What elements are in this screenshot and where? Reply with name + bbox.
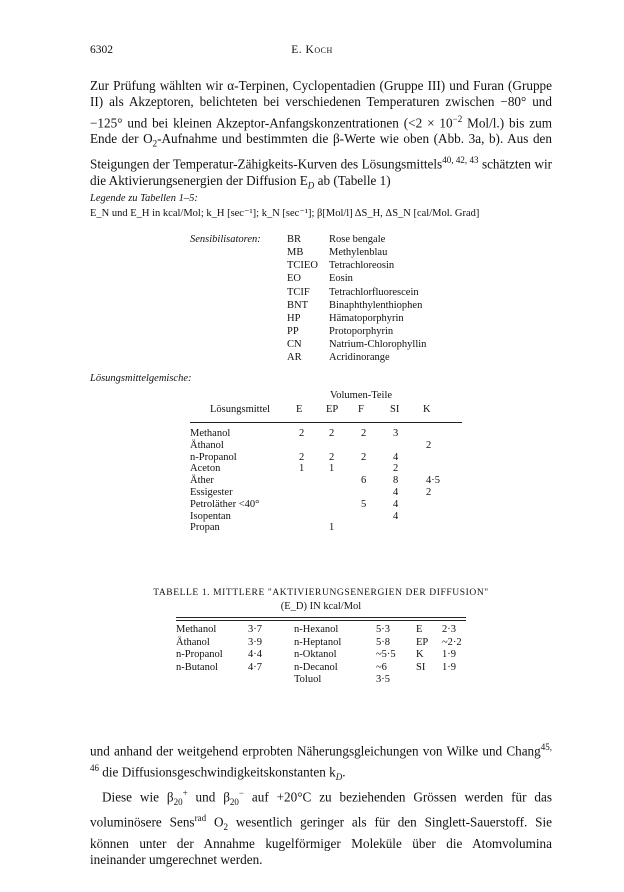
sensitizer-row — [287, 259, 426, 272]
solvent-volume-part: 4 — [393, 510, 399, 522]
table1-value: 5·3 — [376, 624, 390, 635]
solvent-volume-part: 5 — [361, 498, 367, 510]
table1-value: 3·7 — [248, 624, 262, 635]
solvent-volume-part: 4 — [393, 451, 399, 463]
solvent-volume-part: 4 — [393, 498, 399, 510]
solvent-row — [190, 499, 462, 511]
solvent-volume-part: 4·5 — [426, 475, 440, 487]
solvent-volume-part: 2 — [426, 486, 432, 498]
intro-references: 40, 42, 43 — [442, 155, 479, 166]
outro-text-3: . — [342, 764, 346, 780]
table1-solvent: n-Butanol — [176, 661, 218, 673]
sensitizer-code: BNT — [287, 299, 308, 311]
sensitizer-code: BR — [287, 234, 302, 245]
solvent-volume-part: 2 — [361, 428, 367, 439]
table1-value: 3·9 — [248, 636, 262, 648]
intro-text-1: Zur Prüfung wählten wir α-Terpinen, Cyclopentadien (Gruppe III) und Furan (Gruppe II) als Akzeptoren, belichteten bei verschiedenen Temperaturen zwischen −80° und −125° und bei kleinen Akzeptor-Anfangskonzentrationen (<2 × 10 — [90, 78, 552, 130]
solvent-volume-part: 6 — [361, 475, 367, 487]
sensitizer-row — [287, 351, 426, 364]
solvent-table-body — [190, 428, 462, 534]
outro-subscript-20b: 20 — [229, 797, 239, 808]
solvent-volume-part: 8 — [393, 475, 399, 487]
table1-caption: TABELLE 1. MITTLERE "AKTIVIERUNGSENERGIEN DER DIFFUSION" — [153, 588, 489, 598]
table1-rule-second — [176, 620, 466, 621]
sensitizer-code: CN — [287, 339, 302, 351]
table1-subcaption: (E_D) IN kcal/Mol — [280, 601, 362, 612]
table1-solvent: Toluol — [294, 674, 322, 685]
outro-text-5: und β — [187, 789, 230, 805]
intro-text-4: schätzten wir die Aktivierungsenergien der Diffusion E — [90, 156, 553, 188]
solvent-volume-part: 1 — [299, 463, 305, 475]
outro-text-4: Diese wie β — [102, 789, 174, 805]
page-number: 6302 — [90, 44, 113, 56]
table1-value: ~6 — [376, 661, 387, 673]
table1-value: 2·3 — [442, 624, 456, 635]
solvent-row — [190, 487, 462, 499]
intro-subscript-d: D — [307, 180, 315, 191]
sensitizer-row — [287, 272, 426, 285]
table1-solvent: K — [416, 649, 424, 660]
solvent-volume-part: 2 — [299, 428, 305, 439]
table1-value: 1·9 — [442, 649, 456, 660]
intro-paragraph — [90, 78, 552, 194]
solvent-volume-part: 1 — [329, 522, 335, 534]
solvent-name: Aceton — [190, 463, 221, 475]
outro-text-7: O — [206, 814, 224, 830]
solvent-row — [190, 440, 462, 452]
solvent-volume-part: 4 — [393, 486, 399, 498]
table1-value: 5·8 — [376, 636, 390, 648]
solvent-column-header: E — [296, 404, 303, 415]
closing-paragraphs — [90, 739, 552, 868]
solvent-name: Propan — [190, 522, 220, 534]
solvent-column-header: Lösungsmittel — [210, 404, 271, 415]
solvent-row — [190, 452, 462, 464]
solvent-name: Petroläther <40° — [190, 498, 260, 510]
table1-rule-top — [176, 617, 466, 618]
sensitizer-code: PP — [287, 326, 299, 338]
table1-value: ~2·2 — [442, 636, 462, 648]
intro-subscript-o2: 2 — [152, 138, 158, 149]
solvent-volume-part: 2 — [393, 463, 399, 475]
table1-row — [176, 637, 466, 650]
volume-parts-heading: Volumen-Teile — [330, 390, 393, 401]
table1-solvent: n-Heptanol — [294, 636, 342, 648]
table1-solvent: SI — [416, 661, 426, 673]
table1-value: 1·9 — [442, 661, 456, 673]
solvent-column-header: F — [358, 404, 364, 415]
outro-text-1: und anhand der weitgehend erprobten Näherungsgleichungen von Wilke und Chang — [90, 743, 541, 759]
sensitizer-code: MB — [287, 247, 304, 259]
page-header — [0, 44, 624, 60]
solvent-row — [190, 475, 462, 487]
solvent-row — [190, 511, 462, 523]
table1-row — [176, 662, 466, 675]
solvent-column-header: EP — [326, 404, 339, 415]
solvent-table-rule — [190, 422, 462, 423]
intro-text-3: -Aufnahme und bestimmten die β-Werte wie oben (Abb. 3a, b). Aus den Steigungen der Temperatur-Zähigkeits-Kurven des Lösungsmittels — [90, 131, 552, 172]
table1-solvent: Äthanol — [176, 636, 210, 648]
outro-superscript-minus: − — [238, 788, 244, 799]
outro-subscript-o2: 2 — [223, 822, 228, 833]
solvent-row — [190, 522, 462, 534]
running-head: E. Koch — [291, 44, 333, 56]
sensitizer-row — [287, 233, 426, 246]
solvent-mixtures-label: Lösungsmittelgemische: — [90, 373, 192, 384]
sensitizer-name: Tetrachlorfluorescein — [329, 286, 419, 298]
solvent-name: Methanol — [190, 428, 231, 439]
sensitizer-name: Rose bengale — [329, 234, 386, 245]
sensitizer-name: Protoporphyrin — [329, 326, 394, 338]
sensitizer-code: TCIEO — [287, 260, 318, 272]
solvent-volume-part: 3 — [393, 428, 399, 439]
intro-text-2: Mol/l.) bis zum Ende der O — [90, 114, 552, 147]
sensitizer-code: AR — [287, 352, 302, 364]
table1-body — [176, 624, 466, 687]
legend-units-line: E_N und E_H in kcal/Mol; k_H [sec⁻¹]; k_N [sec⁻¹]; β[Mol/l] ΔS_H, ΔS_N [cal/Mol. Grad] — [90, 208, 480, 219]
table1-value: 3·5 — [376, 674, 390, 685]
solvent-volume-part: 2 — [361, 451, 367, 463]
table1-value: ~5·5 — [376, 649, 396, 660]
sensitizer-name: Tetrachloreosin — [329, 260, 395, 272]
sensitizer-name: Eosin — [329, 273, 353, 285]
table1-row — [176, 649, 466, 662]
solvent-name: Isopentan — [190, 510, 231, 522]
sensitizer-row — [287, 312, 426, 325]
outro-subscript-20a: 20 — [173, 797, 183, 808]
sensitizer-name: Natrium-Chlorophyllin — [329, 339, 427, 351]
table1-value: 4·7 — [248, 661, 262, 673]
table1-solvent: n-Hexanol — [294, 624, 339, 635]
solvent-column-header: SI — [390, 404, 400, 415]
solvent-row — [190, 463, 462, 475]
intro-text-5: ab (Tabelle 1) — [314, 172, 391, 188]
solvent-column-header: K — [423, 404, 431, 415]
solvent-volume-part: 2 — [329, 451, 335, 463]
table1-row — [176, 624, 466, 637]
table1-value: 4·4 — [248, 649, 262, 660]
sensitizer-row — [287, 325, 426, 338]
solvent-name: n-Propanol — [190, 451, 237, 463]
sensitizers-label: Sensibilisatoren: — [190, 234, 261, 245]
table1-row — [176, 674, 466, 687]
table1-solvent: Methanol — [176, 624, 217, 635]
intro-exponent: −2 — [452, 113, 463, 124]
legend-heading: Legende zu Tabellen 1–5: — [90, 193, 198, 204]
solvent-volume-part: 2 — [426, 439, 432, 451]
solvent-volume-part: 1 — [329, 463, 335, 475]
outro-text-2: die Diffusionsgeschwindigkeitskonstanten k — [99, 764, 336, 780]
table1-solvent: EP — [416, 636, 429, 648]
sensitizer-name: Acridinorange — [329, 352, 390, 364]
table1-solvent: n-Decanol — [294, 661, 338, 673]
outro-text-8: wesentlich geringer als für den Singlett-Sauerstoff. Sie können unter der Annahme kugelförmiger Moleküle über die Atomvolumina ineinander umgerechnet werden. — [90, 814, 552, 867]
sensitizer-name: Hämatoporphyrin — [329, 312, 404, 324]
sensitizer-row — [287, 338, 426, 351]
table1-solvent: n-Oktanol — [294, 649, 337, 660]
solvent-name: Äther — [190, 475, 214, 487]
outro-references: 45, 46 — [90, 742, 552, 773]
solvent-row — [190, 428, 462, 440]
solvent-name: Äthanol — [190, 439, 224, 451]
sensitizer-code: EO — [287, 273, 301, 285]
outro-superscript-plus: + — [182, 788, 188, 799]
sensitizer-row — [287, 286, 426, 299]
solvent-name: Essigester — [190, 486, 233, 498]
sensitizers-list — [287, 233, 426, 365]
solvent-volume-part: 2 — [299, 451, 305, 463]
sensitizer-code: TCIF — [287, 286, 310, 298]
sensitizer-name: Binaphthylenthiophen — [329, 299, 423, 311]
table1-solvent: n-Propanol — [176, 649, 223, 660]
solvent-table-header — [190, 404, 462, 418]
outro-subscript-d: D — [335, 771, 343, 782]
sensitizer-row — [287, 299, 426, 312]
sensitizer-code: HP — [287, 312, 301, 324]
outro-superscript-rad: rad — [194, 813, 207, 824]
solvent-volume-part: 2 — [329, 428, 335, 439]
sensitizer-name: Methylenblau — [329, 247, 388, 259]
table1-solvent: E — [416, 624, 423, 635]
sensitizer-row — [287, 246, 426, 259]
outro-text-6: auf +20°C zu beziehenden Grössen werden für das voluminösere Sens — [90, 789, 552, 830]
